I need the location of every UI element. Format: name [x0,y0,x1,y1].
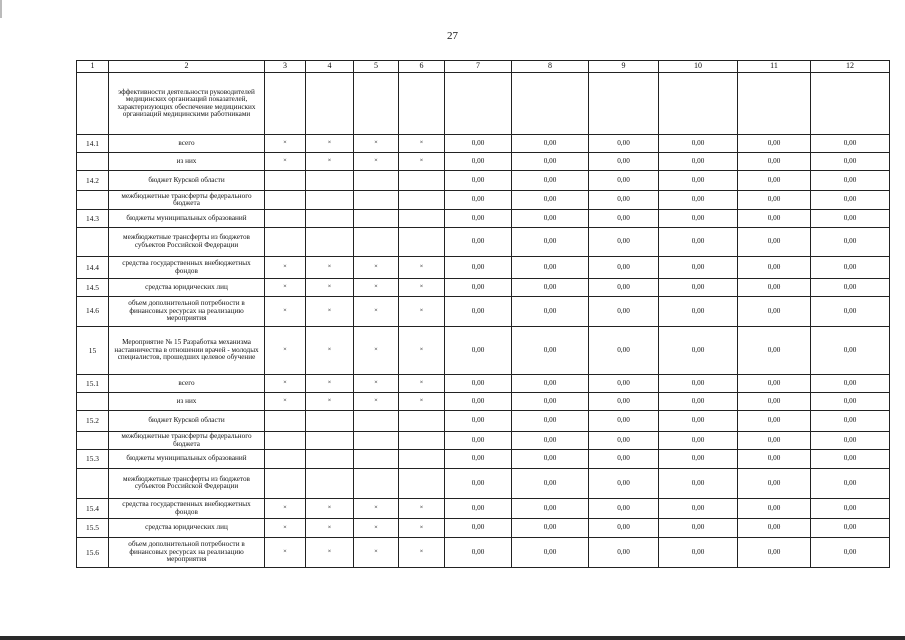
value-cell: 0,00 [445,190,512,210]
value-cell [811,73,890,135]
table-row [77,296,890,326]
mark-cell: × [265,256,306,279]
mark-cell [306,469,354,499]
value-cell: 0,00 [512,538,589,568]
row-description-cell: межбюджетные трансферты из бюджетов субъектов Российской Федерации [109,469,265,499]
value-cell: 0,00 [659,210,738,228]
value-cell: 0,00 [445,519,512,538]
value-cell: 0,00 [512,326,589,374]
page-number: 27 [447,30,458,42]
value-cell: 0,00 [811,450,890,469]
value-cell: 0,00 [811,431,890,450]
mark-cell: × [354,538,399,568]
mark-cell: × [399,392,445,411]
value-cell: 0,00 [738,135,811,153]
mark-cell [399,411,445,432]
mark-cell [354,210,399,228]
mark-cell: × [399,152,445,171]
row-number-cell [77,431,109,450]
row-description-cell: всего [109,375,265,393]
table-row [77,256,890,279]
value-cell: 0,00 [659,296,738,326]
mark-cell [265,431,306,450]
mark-cell: × [306,498,354,519]
value-cell [589,73,659,135]
mark-cell [306,73,354,135]
mark-cell: × [354,296,399,326]
mark-cell [399,450,445,469]
value-cell [738,73,811,135]
header-cell: 4 [306,61,354,73]
row-number-cell: 14.1 [77,135,109,153]
mark-cell [399,171,445,191]
mark-cell [265,469,306,499]
value-cell: 0,00 [445,227,512,256]
table-row [77,538,890,568]
mark-cell: × [399,519,445,538]
value-cell: 0,00 [738,279,811,297]
value-cell: 0,00 [811,152,890,171]
value-cell: 0,00 [589,227,659,256]
value-cell: 0,00 [512,279,589,297]
mark-cell [354,411,399,432]
value-cell: 0,00 [659,171,738,191]
value-cell: 0,00 [512,256,589,279]
value-cell: 0,00 [811,469,890,499]
table-row [77,210,890,228]
mark-cell: × [399,538,445,568]
row-description-cell: межбюджетные трансферты федерального бюджета [109,431,265,450]
mark-cell [399,469,445,499]
row-description-cell: средства юридических лиц [109,519,265,538]
value-cell: 0,00 [659,450,738,469]
value-cell: 0,00 [738,171,811,191]
value-cell [445,73,512,135]
row-number-cell: 15.5 [77,519,109,538]
mark-cell [306,190,354,210]
table-row [77,375,890,393]
header-cell: 2 [109,61,265,73]
mark-cell [306,171,354,191]
mark-cell [399,190,445,210]
row-description-cell: Мероприятие № 15 Разработка механизма наставничества в отношении врачей - молодых специалистов, прошедших целевое обучение [109,326,265,374]
value-cell: 0,00 [811,498,890,519]
table-row [77,227,890,256]
value-cell: 0,00 [445,152,512,171]
value-cell: 0,00 [738,152,811,171]
value-cell: 0,00 [512,227,589,256]
value-cell: 0,00 [445,498,512,519]
mark-cell [265,190,306,210]
row-number-cell: 15.3 [77,450,109,469]
mark-cell [399,227,445,256]
mark-cell [265,227,306,256]
table-row [77,73,890,135]
row-description-cell: из них [109,392,265,411]
mark-cell: × [399,375,445,393]
table-row [77,135,890,153]
value-cell: 0,00 [445,279,512,297]
mark-cell [399,210,445,228]
value-cell: 0,00 [659,256,738,279]
value-cell: 0,00 [738,256,811,279]
value-cell: 0,00 [811,210,890,228]
mark-cell [306,411,354,432]
value-cell: 0,00 [738,498,811,519]
value-cell: 0,00 [738,519,811,538]
mark-cell: × [265,152,306,171]
mark-cell [306,431,354,450]
value-cell: 0,00 [659,392,738,411]
mark-cell: × [354,392,399,411]
row-number-cell [77,73,109,135]
value-cell: 0,00 [659,326,738,374]
value-cell: 0,00 [659,431,738,450]
mark-cell [399,73,445,135]
value-cell: 0,00 [738,227,811,256]
value-cell: 0,00 [445,375,512,393]
row-description-cell: средства юридических лиц [109,279,265,297]
mark-cell: × [354,498,399,519]
mark-cell: × [265,498,306,519]
row-description-cell: межбюджетные трансферты федерального бюджета [109,190,265,210]
value-cell: 0,00 [512,450,589,469]
row-description-cell: бюджеты муниципальных образований [109,210,265,228]
value-cell: 0,00 [445,326,512,374]
value-cell: 0,00 [811,538,890,568]
header-cell: 12 [811,61,890,73]
row-description-cell: объем дополнительной потребности в финансовых ресурсах на реализацию мероприятия [109,538,265,568]
mark-cell: × [306,519,354,538]
value-cell: 0,00 [811,296,890,326]
mark-cell [354,469,399,499]
row-number-cell: 14.5 [77,279,109,297]
value-cell: 0,00 [738,375,811,393]
mark-cell: × [265,538,306,568]
mark-cell: × [354,135,399,153]
value-cell: 0,00 [738,411,811,432]
mark-cell: × [265,519,306,538]
mark-cell [265,73,306,135]
budget-table [76,60,890,568]
mark-cell: × [265,135,306,153]
value-cell: 0,00 [659,135,738,153]
value-cell: 0,00 [589,256,659,279]
mark-cell [354,73,399,135]
value-cell: 0,00 [512,171,589,191]
value-cell: 0,00 [659,190,738,210]
value-cell: 0,00 [589,171,659,191]
value-cell: 0,00 [659,375,738,393]
row-number-cell: 15.1 [77,375,109,393]
value-cell: 0,00 [811,227,890,256]
value-cell: 0,00 [445,256,512,279]
mark-cell: × [354,256,399,279]
value-cell: 0,00 [738,469,811,499]
mark-cell [354,190,399,210]
mark-cell [265,210,306,228]
row-description-cell: эффективности деятельности руководителей медицинских организаций показателей, характеризующих обеспечение медицинских организаций медицинскими работниками [109,73,265,135]
row-number-cell [77,190,109,210]
value-cell: 0,00 [811,519,890,538]
row-number-cell: 15.2 [77,411,109,432]
value-cell: 0,00 [589,411,659,432]
mark-cell [354,431,399,450]
value-cell: 0,00 [589,469,659,499]
row-number-cell: 15.6 [77,538,109,568]
row-number-cell: 14.4 [77,256,109,279]
mark-cell: × [399,326,445,374]
table-row [77,498,890,519]
value-cell: 0,00 [512,392,589,411]
mark-cell: × [399,296,445,326]
mark-cell: × [306,375,354,393]
value-cell: 0,00 [659,538,738,568]
value-cell: 0,00 [589,519,659,538]
value-cell: 0,00 [445,296,512,326]
value-cell: 0,00 [659,469,738,499]
header-cell: 7 [445,61,512,73]
value-cell: 0,00 [659,279,738,297]
value-cell: 0,00 [811,190,890,210]
value-cell: 0,00 [811,411,890,432]
value-cell: 0,00 [512,469,589,499]
table-row [77,171,890,191]
scan-bottom-edge [0,636,905,640]
value-cell: 0,00 [659,411,738,432]
value-cell: 0,00 [589,152,659,171]
value-cell: 0,00 [445,431,512,450]
header-cell: 10 [659,61,738,73]
row-number-cell: 15.4 [77,498,109,519]
row-description-cell: бюджеты муниципальных образований [109,450,265,469]
value-cell: 0,00 [659,498,738,519]
header-cell: 11 [738,61,811,73]
value-cell: 0,00 [445,392,512,411]
row-number-cell: 15 [77,326,109,374]
table-row [77,431,890,450]
value-cell: 0,00 [811,279,890,297]
mark-cell [399,431,445,450]
value-cell: 0,00 [589,450,659,469]
table-row [77,469,890,499]
mark-cell: × [354,519,399,538]
mark-cell: × [399,498,445,519]
table-row [77,519,890,538]
value-cell: 0,00 [738,190,811,210]
value-cell: 0,00 [445,538,512,568]
value-cell: 0,00 [738,392,811,411]
value-cell: 0,00 [512,375,589,393]
mark-cell: × [306,256,354,279]
mark-cell [354,450,399,469]
mark-cell: × [354,326,399,374]
value-cell: 0,00 [512,411,589,432]
header-cell: 9 [589,61,659,73]
mark-cell: × [354,279,399,297]
value-cell: 0,00 [589,431,659,450]
value-cell: 0,00 [589,392,659,411]
mark-cell [306,210,354,228]
row-description-cell: объем дополнительной потребности в финансовых ресурсах на реализацию мероприятия [109,296,265,326]
table-row [77,279,890,297]
mark-cell [306,450,354,469]
mark-cell: × [306,326,354,374]
row-description-cell: межбюджетные трансферты из бюджетов субъектов Российской Федерации [109,227,265,256]
value-cell: 0,00 [589,279,659,297]
mark-cell: × [306,135,354,153]
value-cell: 0,00 [811,135,890,153]
value-cell: 0,00 [738,326,811,374]
value-cell: 0,00 [589,135,659,153]
value-cell: 0,00 [811,326,890,374]
value-cell: 0,00 [738,210,811,228]
value-cell: 0,00 [589,498,659,519]
value-cell: 0,00 [659,152,738,171]
mark-cell [265,411,306,432]
value-cell: 0,00 [445,171,512,191]
value-cell: 0,00 [811,392,890,411]
table-row [77,392,890,411]
value-cell: 0,00 [738,450,811,469]
mark-cell: × [265,279,306,297]
mark-cell: × [306,152,354,171]
mark-cell [265,450,306,469]
row-number-cell: 14.3 [77,210,109,228]
value-cell: 0,00 [738,296,811,326]
value-cell: 0,00 [512,135,589,153]
header-cell: 1 [77,61,109,73]
mark-cell: × [354,375,399,393]
row-number-cell [77,227,109,256]
row-number-cell [77,152,109,171]
table-row [77,152,890,171]
mark-cell [354,171,399,191]
value-cell: 0,00 [512,519,589,538]
header-cell: 8 [512,61,589,73]
table-header-row [77,61,890,73]
header-cell: 6 [399,61,445,73]
row-description-cell: всего [109,135,265,153]
mark-cell [265,171,306,191]
value-cell: 0,00 [589,190,659,210]
table-row [77,411,890,432]
value-cell: 0,00 [512,190,589,210]
mark-cell: × [265,326,306,374]
value-cell [659,73,738,135]
value-cell: 0,00 [512,431,589,450]
value-cell: 0,00 [659,227,738,256]
value-cell: 0,00 [512,296,589,326]
mark-cell: × [306,279,354,297]
mark-cell: × [399,279,445,297]
value-cell: 0,00 [659,519,738,538]
table-row [77,450,890,469]
mark-cell [354,227,399,256]
value-cell: 0,00 [738,431,811,450]
scan-edge-mark [0,0,2,18]
row-description-cell: бюджет Курской области [109,411,265,432]
value-cell: 0,00 [512,210,589,228]
value-cell: 0,00 [589,326,659,374]
value-cell: 0,00 [589,296,659,326]
mark-cell: × [265,375,306,393]
mark-cell: × [354,152,399,171]
row-description-cell: средства государственных внебюджетных фондов [109,498,265,519]
mark-cell: × [265,392,306,411]
header-cell: 3 [265,61,306,73]
value-cell: 0,00 [445,450,512,469]
header-cell: 5 [354,61,399,73]
value-cell: 0,00 [589,375,659,393]
value-cell: 0,00 [811,171,890,191]
value-cell: 0,00 [445,469,512,499]
row-number-cell [77,469,109,499]
mark-cell: × [399,135,445,153]
mark-cell: × [306,392,354,411]
mark-cell: × [306,538,354,568]
value-cell: 0,00 [811,256,890,279]
value-cell [512,73,589,135]
value-cell: 0,00 [589,210,659,228]
row-description-cell: средства государственных внебюджетных фондов [109,256,265,279]
row-number-cell: 14.2 [77,171,109,191]
value-cell: 0,00 [445,411,512,432]
row-description-cell: из них [109,152,265,171]
value-cell: 0,00 [445,135,512,153]
row-description-cell: бюджет Курской области [109,171,265,191]
row-number-cell: 14.6 [77,296,109,326]
value-cell: 0,00 [738,538,811,568]
mark-cell: × [306,296,354,326]
value-cell: 0,00 [512,152,589,171]
value-cell: 0,00 [589,538,659,568]
value-cell: 0,00 [512,498,589,519]
table-row [77,190,890,210]
mark-cell: × [399,256,445,279]
value-cell: 0,00 [445,210,512,228]
mark-cell: × [265,296,306,326]
table-row [77,326,890,374]
value-cell: 0,00 [811,375,890,393]
mark-cell [306,227,354,256]
row-number-cell [77,392,109,411]
